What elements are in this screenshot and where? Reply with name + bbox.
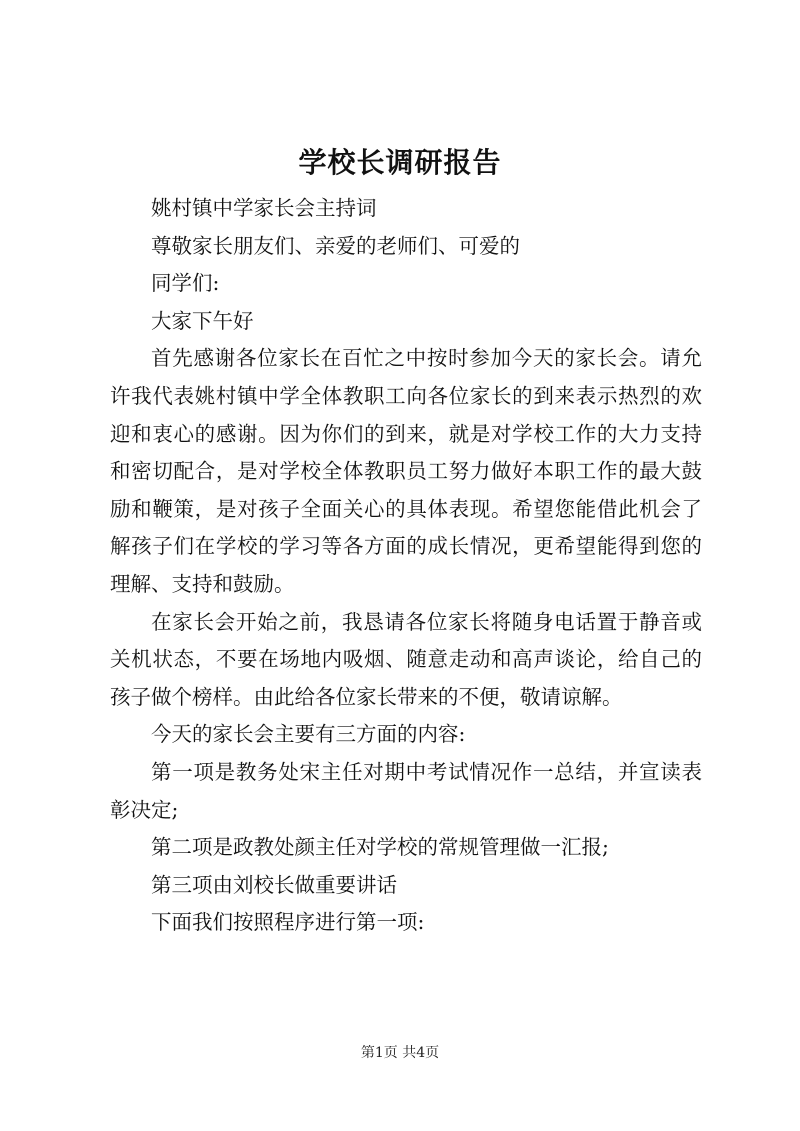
paragraph-11: 下面我们按照程序进行第一项: (151, 910, 425, 935)
page-footer: 第1页 共4页 (360, 1045, 440, 1061)
paragraph-4: 大家下午好 (151, 308, 254, 333)
paragraph-5: 首先感谢各位家长在百忙之中按时参加今天的家长会。请允许我代表姚村镇中学全体教职工向各位家长的到来表示热烈的欢迎和衷心的感谢。因为你们的到来，就是对学校工作的大力支持和密切配合，是对学校全体教职员工努力做好本职工作的最大鼓励和鞭策，是对孩子全面关心的具体表现。希望您能借此机会了解孩子们在学校的学习等各方面的成长情况，更希望能得到您的理解、支持和鼓励。 (110, 346, 702, 596)
paragraph-9: 第二项是政教处颜主任对学校的常规管理做一汇报; (151, 835, 609, 860)
document-body (110, 190, 702, 942)
document-title: 学校长调研报告 (298, 146, 502, 179)
paragraph-8: 第一项是教务处宋主任对期中考试情况作一总结，并宣读表彰决定; (110, 759, 702, 822)
paragraph-2: 尊敬家长朋友们、亲爱的老师们、可爱的 (151, 233, 520, 258)
paragraph-3: 同学们: (151, 271, 220, 296)
paragraph-1: 姚村镇中学家长会主持词 (151, 196, 377, 220)
paragraph-10: 第三项由刘校长做重要讲话 (151, 872, 397, 897)
paragraph-7: 今天的家长会主要有三方面的内容: (151, 722, 466, 747)
paragraph-6: 在家长会开始之前，我恳请各位家长将随身电话置于静音或关机状态，不要在场地内吸烟、随意走动和高声谈论，给自己的孩子做个榜样。由此给各位家长带来的不便，敬请谅解。 (110, 609, 702, 709)
